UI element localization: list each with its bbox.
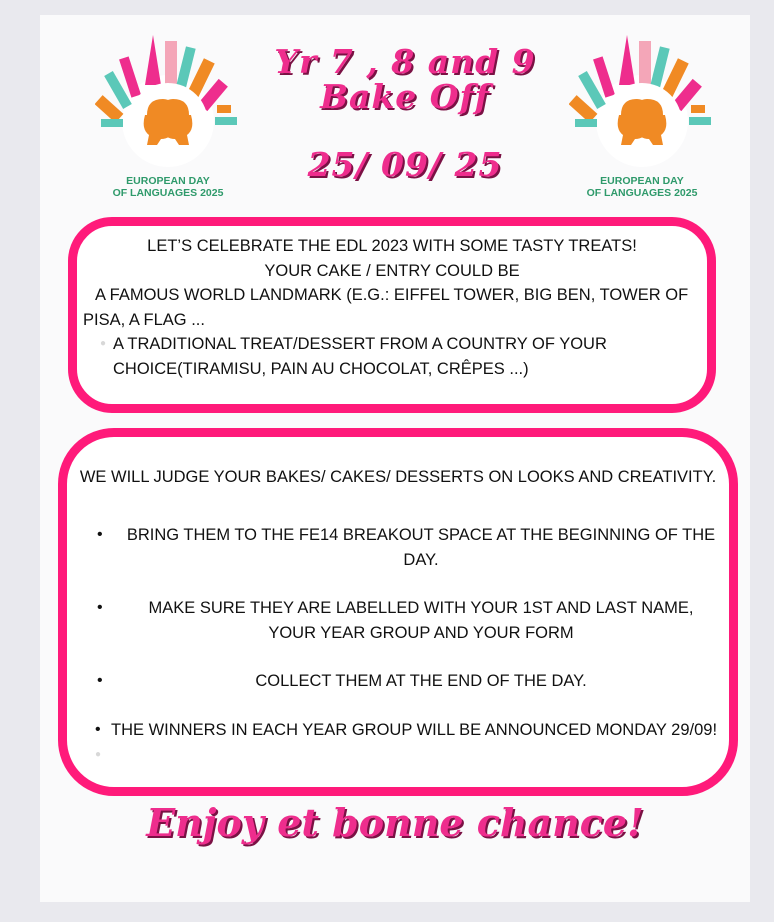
bullet-dot-icon: • — [97, 599, 103, 616]
treat-idea-text: A TRADITIONAL TREAT/DESSERT FROM A COUNTRY OF YOUR CHOICE(TIRAMISU, PAIN AU CHOCOLAT, CRÊPES ...) — [113, 335, 607, 378]
closing-message: Enjoy et bonne chance! — [146, 800, 644, 845]
event-date: 25/ 09/ 25 — [307, 145, 503, 184]
edl-logo-left — [95, 33, 241, 199]
intro-line2: YOUR CAKE / ENTRY COULD BE — [264, 261, 520, 280]
landmark-idea-text: A FAMOUS WORLD LANDMARK (E.G.: EIFFEL TOWER, BIG BEN, TOWER OF PISA, A FLAG ... — [83, 286, 689, 329]
logo-caption-line2: OF LANGUAGES 2025 — [112, 187, 224, 199]
entry-ideas-box — [68, 217, 716, 413]
bullet-dot-icon: • — [97, 526, 103, 543]
edl-logo-right — [569, 33, 715, 199]
title-line2: Bake Off — [320, 77, 490, 116]
logo-caption-line2: OF LANGUAGES 2025 — [586, 187, 698, 199]
rule-text: COLLECT THEM AT THE END OF THE DAY. — [255, 672, 587, 690]
landmark-idea — [83, 283, 695, 332]
logo-caption — [95, 175, 241, 199]
city-heads-icon — [569, 33, 715, 168]
bullet-dot-icon: • — [95, 721, 101, 738]
logo-caption-line1: EUROPEAN DAY — [126, 175, 210, 187]
logo-caption — [569, 175, 715, 199]
entry-intro — [87, 234, 697, 283]
poster-page — [40, 15, 750, 902]
rule-item — [87, 669, 719, 694]
title-line1: Yr 7 , 8 and 9 — [274, 42, 536, 81]
rule-item — [87, 596, 719, 645]
bullet-dot-icon: • — [97, 672, 103, 689]
treat-idea-item — [100, 332, 667, 381]
rule-text: MAKE SURE THEY ARE LABELLED WITH YOUR 1ST AND LAST NAME, YOUR YEAR GROUP AND YOUR FORM — [148, 599, 694, 642]
empty-bullet-icon: ● — [95, 749, 102, 760]
rules-box — [58, 428, 738, 796]
rule-item — [87, 523, 719, 572]
rule-item — [87, 718, 729, 743]
intro-line1: LET’S CELEBRATE THE EDL 2023 WITH SOME TASTY TREATS! — [147, 237, 637, 255]
rule-text: BRING THEM TO THE FE14 BREAKOUT SPACE AT THE BEGINNING OF THE DAY. — [126, 526, 716, 569]
rule-text: THE WINNERS IN EACH YEAR GROUP WILL BE ANNOUNCED MONDAY 29/09! — [111, 721, 718, 739]
judging-heading: WE WILL JUDGE YOUR BAKES/ CAKES/ DESSERTS ON LOOKS AND CREATIVITY. — [79, 468, 717, 486]
city-heads-icon — [95, 33, 241, 168]
logo-caption-line1: EUROPEAN DAY — [600, 175, 684, 187]
bullet-dot-icon: ● — [100, 338, 107, 349]
